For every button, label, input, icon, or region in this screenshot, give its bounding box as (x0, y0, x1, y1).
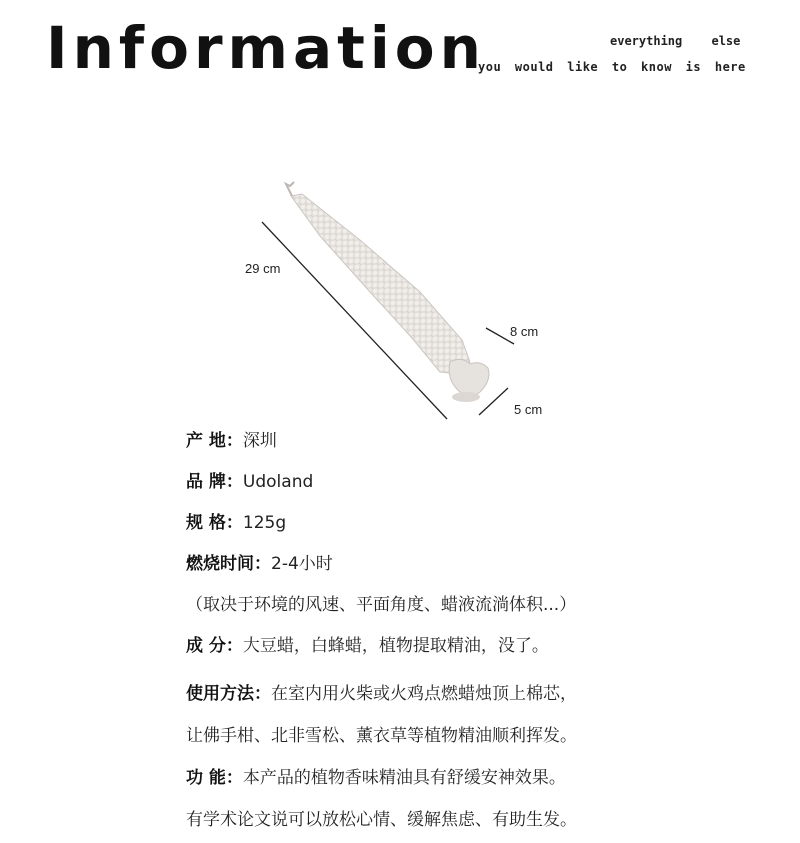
spec-burn-time-label: 燃烧时间 (186, 554, 254, 574)
candle-base-foot (452, 392, 480, 402)
candle-wick (286, 182, 294, 196)
candle-base (449, 359, 489, 397)
tagline-line-2: you would like to know is here (478, 60, 746, 74)
spec-function: 功 能：本产品的植物香味精油具有舒缓安神效果。 (186, 768, 566, 788)
spec-size-value: 125g (242, 513, 287, 533)
spec-usage: 使用方法：在室内用火柴或火鸡点燃蜡烛顶上棉芯， (186, 684, 577, 704)
spec-brand-value: Udoland (242, 472, 314, 492)
base-dimension-label: 5 cm (514, 402, 543, 417)
candle-illustration (0, 170, 800, 430)
spec-ingredients-label: 成 分 (186, 636, 226, 656)
base-dimension-line (479, 388, 508, 415)
page-title: Information (46, 14, 486, 82)
candle-body (291, 194, 470, 374)
spec-origin-value: 深圳 (242, 431, 277, 451)
spec-brand-label: 品 牌 (186, 472, 226, 492)
spec-usage-label: 使用方法 (186, 684, 254, 704)
spec-usage-value: 在室内用火柴或火鸡点燃蜡烛顶上棉芯， (271, 684, 577, 704)
length-dimension-label: 29 cm (245, 261, 281, 276)
spec-size-label: 规 格 (186, 513, 226, 533)
spec-function-label: 功 能 (186, 768, 226, 788)
spec-origin: 产 地：深圳 (186, 431, 277, 451)
spec-origin-label: 产 地 (186, 431, 226, 451)
spec-usage-continued: 让佛手柑、北非雪松、薰衣草等植物精油顺利挥发。 (186, 726, 577, 746)
spec-brand: 品 牌：Udoland (186, 472, 314, 492)
spec-ingredients-value: 大豆蜡，白蜂蜡，植物提取精油，没了。 (242, 636, 549, 656)
spec-size: 规 格：125g (186, 513, 287, 533)
width-dimension-label: 8 cm (510, 324, 539, 339)
spec-function-value: 本产品的植物香味精油具有舒缓安神效果。 (242, 768, 566, 788)
spec-burn-time: 燃烧时间：2-4小时 (186, 554, 333, 574)
spec-function-continued: 有学术论文说可以放松心情、缓解焦虑、有助生发。 (186, 810, 577, 830)
tagline-line-1: everything else (610, 34, 741, 48)
spec-burn-note: （取决于环境的风速、平面角度、蜡液流淌体积...） (186, 595, 577, 615)
spec-burn-time-value: 2-4小时 (271, 554, 333, 574)
spec-ingredients: 成 分：大豆蜡，白蜂蜡，植物提取精油，没了。 (186, 636, 549, 656)
